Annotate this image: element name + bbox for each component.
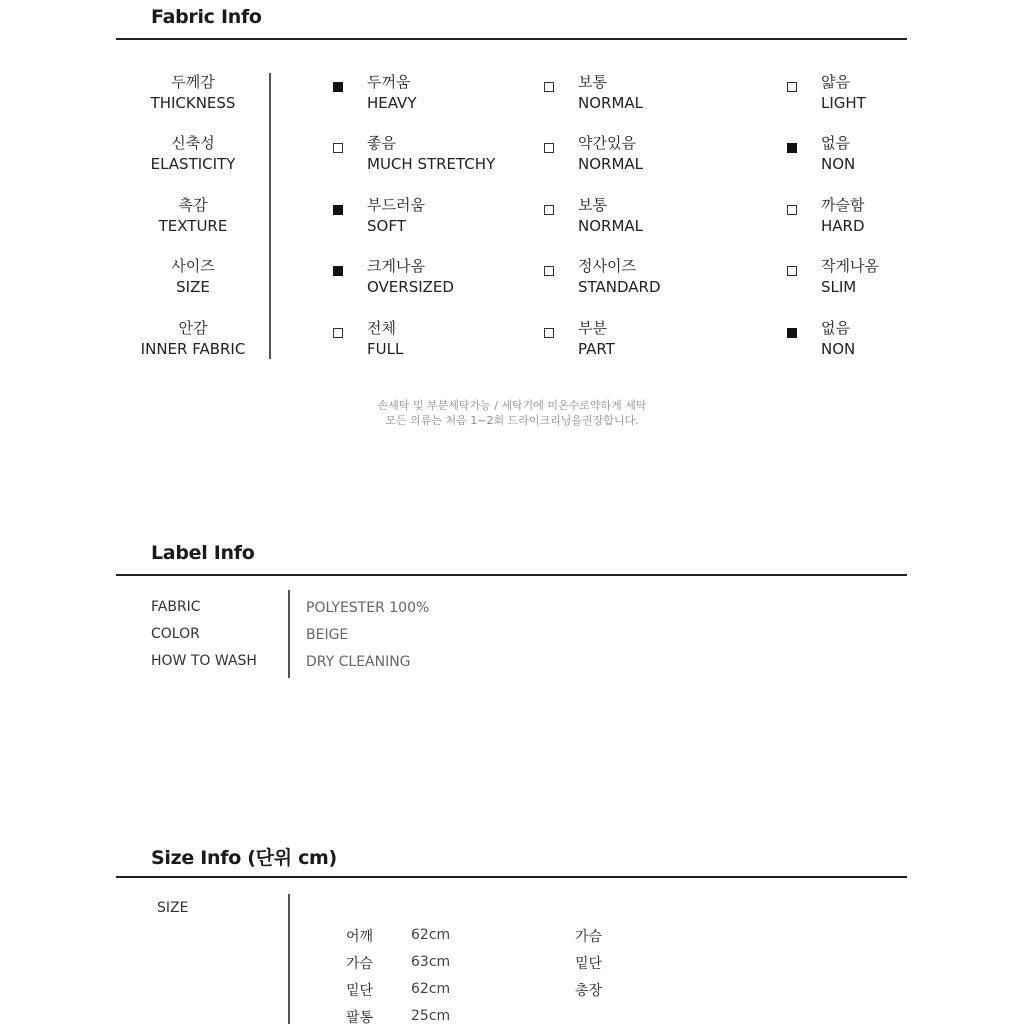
unchecked-box-icon <box>544 82 554 92</box>
fabric-option-ko: 보통 <box>578 196 607 214</box>
fabric-option-ko: 정사이즈 <box>578 257 636 275</box>
measurement-name: 어깨 <box>346 929 374 945</box>
fabric-option-label <box>578 195 643 237</box>
fabric-row-label-ko: 신축성 <box>171 134 215 152</box>
unchecked-box-icon <box>544 205 554 215</box>
fabric-row-label <box>118 256 268 298</box>
checked-box-icon <box>787 143 797 153</box>
fabric-option-label <box>578 133 643 175</box>
checked-box-icon <box>333 82 343 92</box>
fabric-option-en: OVERSIZED <box>367 278 454 296</box>
fabric-option-en: FULL <box>367 340 404 358</box>
fabric-option-label <box>367 72 416 114</box>
fabric-option-en: NORMAL <box>578 217 644 235</box>
fabric-row-label-en: TEXTURE <box>158 217 228 235</box>
fabric-option-ko: 두꺼움 <box>367 73 411 91</box>
fabric-option-en: NON <box>821 155 856 173</box>
fabric-option-ko: 약간있음 <box>578 134 636 152</box>
fabric-row-label-en: ELASTICITY <box>150 155 236 173</box>
measurement-value: 62cm <box>411 981 451 997</box>
checked-box-icon <box>333 266 343 276</box>
fabric-row-label-ko: 촉감 <box>178 196 208 214</box>
fabric-option-label <box>367 256 454 298</box>
fabric-row-label <box>118 318 268 360</box>
fabric-row <box>0 72 1024 116</box>
unchecked-box-icon <box>544 143 554 153</box>
label-value-color: BEIGE <box>306 627 349 643</box>
fabric-row-label-ko: 사이즈 <box>171 257 215 275</box>
measurement-name: 가슴 <box>575 929 603 945</box>
fabric-option-en: HEAVY <box>367 94 417 112</box>
size-info-divider <box>116 876 907 878</box>
fabric-option-en: NON <box>821 340 856 358</box>
measurement-name: 가슴 <box>346 956 374 972</box>
fabric-option-label <box>578 72 643 114</box>
fabric-option-label <box>578 318 615 360</box>
fabric-row-label <box>118 195 268 237</box>
fabric-option-label <box>367 133 495 175</box>
fabric-option-label <box>821 256 879 298</box>
measurement-value: 62cm <box>411 927 451 943</box>
fabric-option-label <box>367 195 425 237</box>
label-key-color: COLOR <box>151 626 200 642</box>
unchecked-box-icon <box>544 266 554 276</box>
fabric-row-label-ko: 안감 <box>178 319 208 337</box>
fabric-option-ko: 전체 <box>367 319 396 337</box>
fabric-row-label-ko: 두께감 <box>171 73 215 91</box>
measurement-value: 63cm <box>411 954 451 970</box>
label-key-fabric: FABRIC <box>151 599 201 615</box>
size-label: SIZE <box>157 900 189 916</box>
measurement-name: 밑단 <box>346 983 374 999</box>
fabric-option-ko: 보통 <box>578 73 607 91</box>
fabric-info-title: Fabric Info <box>151 6 262 28</box>
unchecked-box-icon <box>544 328 554 338</box>
fabric-option-en: NORMAL <box>578 155 644 173</box>
fabric-option-en: HARD <box>821 217 865 235</box>
fabric-option-en: SOFT <box>367 217 406 235</box>
fabric-option-en: MUCH STRETCHY <box>367 155 496 173</box>
unchecked-box-icon <box>787 82 797 92</box>
fabric-option-label <box>821 195 865 237</box>
fabric-option-ko: 까슬함 <box>821 196 865 214</box>
fabric-option-label <box>821 318 855 360</box>
fabric-row <box>0 195 1024 239</box>
fabric-option-label <box>578 256 661 298</box>
fabric-option-ko: 부분 <box>578 319 607 337</box>
fabric-option-en: STANDARD <box>578 278 661 296</box>
fabric-option-ko: 크게나옴 <box>367 257 425 275</box>
fabric-option-ko: 부드러움 <box>367 196 425 214</box>
fabric-row-label-en: SIZE <box>176 278 210 296</box>
measurement-name: 밑단 <box>575 956 603 972</box>
label-info-divider <box>116 574 907 576</box>
label-value-fabric: POLYESTER 100% <box>306 600 430 616</box>
measurement-value: 25cm <box>411 1008 451 1024</box>
checked-box-icon <box>787 328 797 338</box>
fabric-option-label <box>367 318 403 360</box>
fabric-row <box>0 318 1024 362</box>
label-info-title: Label Info <box>151 542 255 564</box>
fabric-row <box>0 133 1024 177</box>
fabric-option-ko: 없음 <box>821 134 850 152</box>
fabric-row <box>0 256 1024 300</box>
fabric-option-en: SLIM <box>821 278 857 296</box>
unchecked-box-icon <box>333 143 343 153</box>
size-info-separator <box>288 894 290 1024</box>
unchecked-box-icon <box>787 205 797 215</box>
unchecked-box-icon <box>333 328 343 338</box>
label-key-wash: HOW TO WASH <box>151 653 257 669</box>
measurement-name: 팔통 <box>346 1010 374 1026</box>
care-note-line-1: 손세탁 및 부분세탁가능 / 세탁기에 미온수로약하게 세탁 <box>377 399 647 412</box>
fabric-row-label-en: INNER FABRIC <box>140 340 246 358</box>
fabric-option-en: PART <box>578 340 615 358</box>
fabric-option-ko: 작게나옴 <box>821 257 879 275</box>
fabric-option-en: LIGHT <box>821 94 866 112</box>
fabric-option-ko: 좋음 <box>367 134 396 152</box>
fabric-option-ko: 없음 <box>821 319 850 337</box>
label-value-wash: DRY CLEANING <box>306 654 411 670</box>
fabric-option-en: NORMAL <box>578 94 644 112</box>
fabric-info-divider <box>116 38 907 40</box>
size-info-title: Size Info (단위 cm) <box>151 847 337 869</box>
fabric-row-label <box>118 72 268 114</box>
label-info-separator <box>288 590 290 678</box>
checked-box-icon <box>333 205 343 215</box>
fabric-option-label <box>821 133 855 175</box>
measurement-name: 총장 <box>575 983 603 999</box>
fabric-option-ko: 얇음 <box>821 73 850 91</box>
fabric-row-label-en: THICKNESS <box>150 94 236 112</box>
fabric-row-label <box>118 133 268 175</box>
fabric-option-label <box>821 72 866 114</box>
care-note-line-2: 모든 의류는 처음 1~2회 드라이크리닝을권장합니다. <box>385 414 639 427</box>
unchecked-box-icon <box>787 266 797 276</box>
